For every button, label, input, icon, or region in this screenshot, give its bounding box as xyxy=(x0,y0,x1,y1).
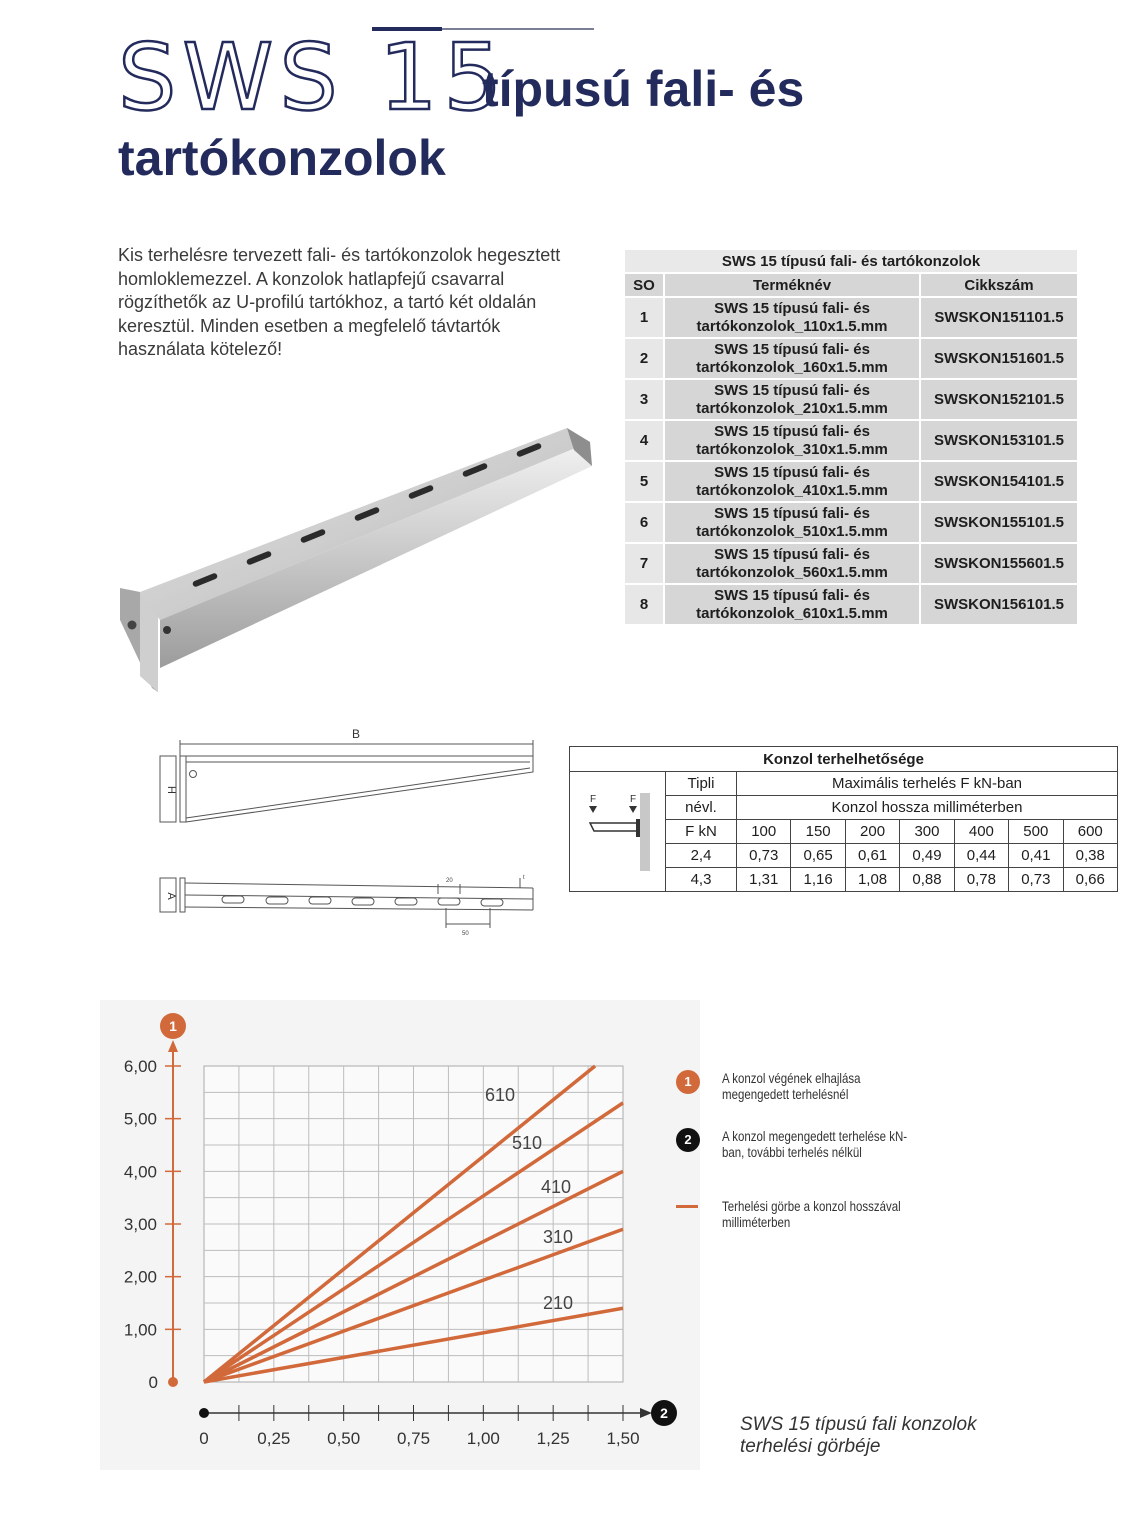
load-value-cell: 0,61 xyxy=(845,844,899,868)
x-tick-label: 0,25 xyxy=(257,1429,291,1448)
load-f-cell: 2,4 xyxy=(666,844,737,868)
load-value-cell: 0,88 xyxy=(900,868,954,892)
row-so: 7 xyxy=(624,543,664,584)
x-axis-marker-label: 2 xyxy=(660,1405,668,1421)
bracket-load-icon xyxy=(570,772,666,892)
row-so: 5 xyxy=(624,461,664,502)
title-text-line2: tartókonzolok xyxy=(118,130,446,186)
load-row2-value: Konzol hossza milliméterben xyxy=(737,796,1118,820)
load-value-cell: 0,78 xyxy=(954,868,1008,892)
load-value-cell: 0,73 xyxy=(1009,868,1063,892)
y-axis-origin xyxy=(168,1377,178,1387)
intro-paragraph: Kis terhelésre tervezett fali- és tartókonzolok hegesztett homloklemezzel. A konzolok hatlapfejű csavarral rögzíthetők az U-profilú tartókhoz, a tartó két oldalán keresztül. Minden esetben a megfelelő távtartók használata kötelező! xyxy=(118,245,561,359)
dimension-label-b: B xyxy=(351,728,361,741)
dimension-label-h: H xyxy=(165,786,177,794)
title-text: típusú fali- és xyxy=(482,61,805,117)
length-cell: 600 xyxy=(1063,820,1117,844)
load-value-cell: 1,08 xyxy=(845,868,899,892)
load-value-cell: 0,65 xyxy=(791,844,845,868)
technical-drawing xyxy=(150,728,550,938)
y-tick-label: 6,00 xyxy=(123,1057,157,1076)
row-code: SWSKON156101.5 xyxy=(920,584,1078,625)
load-row1-label: Tipli xyxy=(666,772,737,796)
load-value-cell: 0,66 xyxy=(1063,868,1117,892)
length-cell: 300 xyxy=(900,820,954,844)
y-tick-label: 2,00 xyxy=(123,1267,157,1287)
load-f-cell: 4,3 xyxy=(666,868,737,892)
dimension-label-t: t xyxy=(523,875,525,881)
series-label-610: 610 xyxy=(484,1085,516,1105)
chart-caption xyxy=(740,1414,977,1458)
load-row1-value: Maximális terhelés F kN-ban xyxy=(737,772,1118,796)
length-cell: 400 xyxy=(954,820,1008,844)
caption-line: terhelési görbéje xyxy=(740,1436,881,1457)
table-row xyxy=(624,461,1078,502)
length-cell: 150 xyxy=(791,820,845,844)
row-name: SWS 15 típusú fali- és tartókonzolok_310x1.5.mm xyxy=(664,420,920,461)
bracket-load-icon-svg xyxy=(578,785,658,875)
bracket-product-image xyxy=(112,420,612,700)
x-tick-label: 1,50 xyxy=(606,1429,640,1448)
marker-1-icon: 1 xyxy=(676,1070,700,1094)
load-table-caption: Konzol terhelhetősége xyxy=(570,747,1118,772)
title-model: SWS 15 xyxy=(118,24,509,131)
row-code: SWSKON152101.5 xyxy=(920,379,1078,420)
legend-text: Terhelési görbe a konzol hosszával milliméterben xyxy=(722,1198,901,1230)
x-tick-label: 0,50 xyxy=(327,1429,361,1448)
column-header-code: Cikkszám xyxy=(920,273,1078,297)
row-name: SWS 15 típusú fali- és tartókonzolok_410x1.5.mm xyxy=(664,461,920,502)
row-so: 2 xyxy=(624,338,664,379)
legend-line-swatch xyxy=(676,1205,698,1208)
x-tick-label: 1,25 xyxy=(536,1429,570,1448)
series-label-410: 410 xyxy=(540,1177,572,1197)
length-cell: 100 xyxy=(737,820,791,844)
length-cell: 200 xyxy=(845,820,899,844)
legend-text: A konzol megengedett terhelése kN-ban, további terhelés nélkül xyxy=(722,1128,908,1160)
table-row xyxy=(624,338,1078,379)
dimension-label-20: 20 xyxy=(446,878,453,884)
load-value-cell: 0,73 xyxy=(737,844,791,868)
row-name: SWS 15 típusú fali- és tartókonzolok_110x1.5.mm xyxy=(664,297,920,338)
row-name: SWS 15 típusú fali- és tartókonzolok_160x1.5.mm xyxy=(664,338,920,379)
series-label-210: 210 xyxy=(542,1293,574,1313)
row-code: SWSKON155101.5 xyxy=(920,502,1078,543)
row-code: SWSKON154101.5 xyxy=(920,461,1078,502)
row-so: 6 xyxy=(624,502,664,543)
row-so: 3 xyxy=(624,379,664,420)
x-tick-label: 0,75 xyxy=(396,1429,431,1448)
chart-grid xyxy=(204,1066,623,1382)
row-name: SWS 15 típusú fali- és tartókonzolok_610x1.5.mm xyxy=(664,584,920,625)
y-axis-marker-label: 1 xyxy=(169,1018,177,1034)
length-cell: 500 xyxy=(1009,820,1063,844)
row-name: SWS 15 típusú fali- és tartókonzolok_210x1.5.mm xyxy=(664,379,920,420)
column-header-so: SO xyxy=(624,273,664,297)
marker-2-icon: 2 xyxy=(676,1128,700,1152)
row-so: 8 xyxy=(624,584,664,625)
load-value-cell: 1,31 xyxy=(737,868,791,892)
product-table xyxy=(623,248,1079,626)
row-code: SWSKON155601.5 xyxy=(920,543,1078,584)
table-row xyxy=(624,543,1078,584)
legend-text: A konzol végének elhajlása megengedett terhelésnél xyxy=(722,1070,861,1102)
load-value-cell: 0,38 xyxy=(1063,844,1117,868)
product-table-caption: SWS 15 típusú fali- és tartókonzolok xyxy=(624,249,1078,273)
row-code: SWSKON151601.5 xyxy=(920,338,1078,379)
row-name: SWS 15 típusú fali- és tartókonzolok_560x1.5.mm xyxy=(664,543,920,584)
table-row xyxy=(624,420,1078,461)
y-tick-label: 5,00 xyxy=(123,1109,157,1129)
table-row xyxy=(624,502,1078,543)
load-value-cell: 0,44 xyxy=(954,844,1008,868)
series-label-510: 510 xyxy=(511,1133,543,1153)
caption-line: SWS 15 típusú fali konzolok xyxy=(740,1414,977,1435)
load-value-cell: 0,49 xyxy=(900,844,954,868)
column-header-name: Terméknév xyxy=(664,273,920,297)
load-curve-chart xyxy=(100,1000,700,1470)
x-tick-label: 0 xyxy=(199,1429,209,1448)
x-axis-origin xyxy=(199,1408,209,1418)
load-row3-label: F kN xyxy=(666,820,737,844)
x-tick-label: 1,00 xyxy=(466,1429,500,1448)
load-value-cell: 0,41 xyxy=(1009,844,1063,868)
table-row xyxy=(624,584,1078,625)
force-label-1: F xyxy=(589,793,596,805)
y-tick-label: 4,00 xyxy=(123,1162,157,1182)
load-value-cell: 1,16 xyxy=(791,868,845,892)
row-so: 1 xyxy=(624,297,664,338)
load-row2-label: névl. xyxy=(666,796,737,820)
series-label-310: 310 xyxy=(542,1227,574,1247)
y-tick-label: 1,00 xyxy=(123,1320,157,1340)
force-label-2: F xyxy=(629,793,636,805)
y-tick-label: 3,00 xyxy=(123,1215,157,1234)
row-name: SWS 15 típusú fali- és tartókonzolok_510x1.5.mm xyxy=(664,502,920,543)
y-tick-label: 0 xyxy=(148,1373,158,1392)
row-code: SWSKON151101.5 xyxy=(920,297,1078,338)
load-table xyxy=(569,746,1118,892)
dimension-label-50: 50 xyxy=(462,931,469,937)
dimension-label-a: A xyxy=(165,892,177,900)
row-code: SWSKON153101.5 xyxy=(920,420,1078,461)
table-row xyxy=(624,297,1078,338)
table-row xyxy=(624,379,1078,420)
row-so: 4 xyxy=(624,420,664,461)
